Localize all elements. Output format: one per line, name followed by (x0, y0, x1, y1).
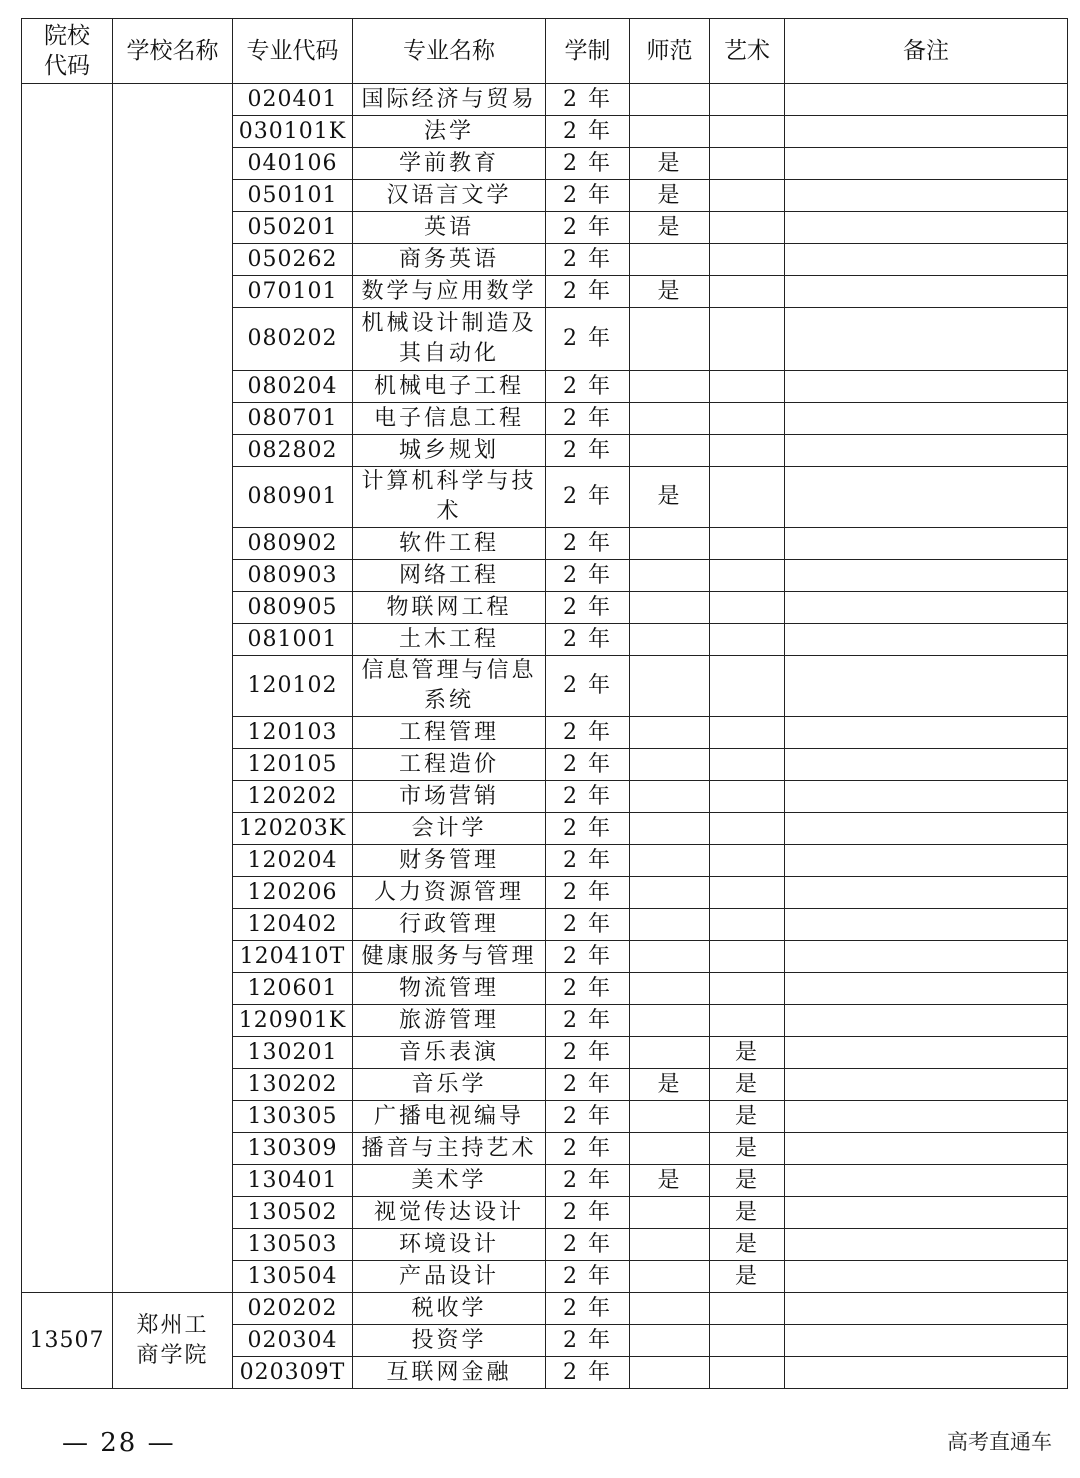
program-code-cell: 120402 (233, 909, 353, 941)
duration-cell: 2 年 (546, 624, 630, 656)
program-name-cell: 汉语言文学 (353, 180, 546, 212)
notes-cell (785, 212, 1068, 244)
header-program-code: 专业代码 (233, 19, 353, 84)
program-code-cell: 130309 (233, 1133, 353, 1165)
program-code-cell: 120901K (233, 1005, 353, 1037)
notes-cell (785, 1229, 1068, 1261)
program-code-cell: 020309T (233, 1357, 353, 1389)
normal-flag-cell: 是 (630, 180, 710, 212)
program-code-cell: 081001 (233, 624, 353, 656)
normal-flag-cell (630, 845, 710, 877)
duration-cell: 2 年 (546, 1165, 630, 1197)
normal-flag-cell: 是 (630, 212, 710, 244)
notes-cell (785, 845, 1068, 877)
art-flag-cell (710, 1005, 785, 1037)
program-name-cell: 音乐表演 (353, 1037, 546, 1069)
art-flag-cell (710, 435, 785, 467)
header-duration: 学制 (546, 19, 630, 84)
program-name-cell: 机械电子工程 (353, 371, 546, 403)
program-code-cell: 020304 (233, 1325, 353, 1357)
notes-cell (785, 276, 1068, 308)
normal-flag-cell (630, 1037, 710, 1069)
art-flag-cell (710, 717, 785, 749)
normal-flag-cell (630, 116, 710, 148)
program-name-cell: 软件工程 (353, 528, 546, 560)
art-flag-cell: 是 (710, 1037, 785, 1069)
duration-cell: 2 年 (546, 435, 630, 467)
notes-cell (785, 116, 1068, 148)
program-code-cell: 020202 (233, 1293, 353, 1325)
program-code-cell: 082802 (233, 435, 353, 467)
program-code-cell: 070101 (233, 276, 353, 308)
notes-cell (785, 973, 1068, 1005)
notes-cell (785, 1357, 1068, 1389)
program-name-cell: 物流管理 (353, 973, 546, 1005)
program-code-cell: 080701 (233, 403, 353, 435)
art-flag-cell: 是 (710, 1069, 785, 1101)
normal-flag-cell (630, 1325, 710, 1357)
program-name-cell: 计算机科学与技术 (353, 467, 546, 528)
program-name-cell: 音乐学 (353, 1069, 546, 1101)
program-name-cell: 学前教育 (353, 148, 546, 180)
school-name-cell (113, 84, 233, 1293)
program-code-cell: 120204 (233, 845, 353, 877)
notes-cell (785, 717, 1068, 749)
normal-flag-cell (630, 749, 710, 781)
header-normal: 师范 (630, 19, 710, 84)
normal-flag-cell (630, 592, 710, 624)
art-flag-cell (710, 308, 785, 371)
art-flag-cell: 是 (710, 1165, 785, 1197)
program-name-cell: 税收学 (353, 1293, 546, 1325)
program-name-cell: 网络工程 (353, 560, 546, 592)
normal-flag-cell (630, 528, 710, 560)
program-code-cell: 080204 (233, 371, 353, 403)
art-flag-cell (710, 116, 785, 148)
program-name-cell: 互联网金融 (353, 1357, 546, 1389)
program-name-cell: 投资学 (353, 1325, 546, 1357)
normal-flag-cell (630, 877, 710, 909)
program-code-cell: 080202 (233, 308, 353, 371)
art-flag-cell: 是 (710, 1229, 785, 1261)
art-flag-cell (710, 403, 785, 435)
notes-cell (785, 528, 1068, 560)
art-flag-cell (710, 467, 785, 528)
notes-cell (785, 877, 1068, 909)
notes-cell (785, 1293, 1068, 1325)
notes-cell (785, 403, 1068, 435)
program-code-cell: 130202 (233, 1069, 353, 1101)
notes-cell (785, 560, 1068, 592)
program-name-cell: 环境设计 (353, 1229, 546, 1261)
program-code-cell: 080902 (233, 528, 353, 560)
program-code-cell: 080905 (233, 592, 353, 624)
notes-cell (785, 84, 1068, 116)
normal-flag-cell: 是 (630, 276, 710, 308)
program-name-cell: 行政管理 (353, 909, 546, 941)
art-flag-cell (710, 212, 785, 244)
normal-flag-cell: 是 (630, 1069, 710, 1101)
art-flag-cell (710, 1325, 785, 1357)
normal-flag-cell (630, 244, 710, 276)
program-code-cell: 020401 (233, 84, 353, 116)
art-flag-cell: 是 (710, 1197, 785, 1229)
normal-flag-cell (630, 560, 710, 592)
program-code-cell: 120105 (233, 749, 353, 781)
program-name-cell: 城乡规划 (353, 435, 546, 467)
program-table (21, 18, 1068, 1389)
duration-cell: 2 年 (546, 1101, 630, 1133)
header-row (22, 19, 1068, 84)
program-name-cell: 信息管理与信息系统 (353, 656, 546, 717)
art-flag-cell (710, 592, 785, 624)
notes-cell (785, 1165, 1068, 1197)
program-name-cell: 工程管理 (353, 717, 546, 749)
normal-flag-cell: 是 (630, 1165, 710, 1197)
art-flag-cell (710, 624, 785, 656)
program-code-cell: 120601 (233, 973, 353, 1005)
program-code-cell: 080903 (233, 560, 353, 592)
duration-cell: 2 年 (546, 276, 630, 308)
program-name-cell: 财务管理 (353, 845, 546, 877)
duration-cell: 2 年 (546, 1133, 630, 1165)
duration-cell: 2 年 (546, 941, 630, 973)
art-flag-cell (710, 656, 785, 717)
duration-cell: 2 年 (546, 244, 630, 276)
normal-flag-cell (630, 1293, 710, 1325)
school-name-cell: 郑州工商学院 (113, 1293, 233, 1389)
duration-cell: 2 年 (546, 973, 630, 1005)
duration-cell: 2 年 (546, 656, 630, 717)
program-name-cell: 健康服务与管理 (353, 941, 546, 973)
program-name-cell: 产品设计 (353, 1261, 546, 1293)
notes-cell (785, 371, 1068, 403)
duration-cell: 2 年 (546, 592, 630, 624)
notes-cell (785, 656, 1068, 717)
program-code-cell: 040106 (233, 148, 353, 180)
notes-cell (785, 781, 1068, 813)
duration-cell: 2 年 (546, 781, 630, 813)
notes-cell (785, 1325, 1068, 1357)
duration-cell: 2 年 (546, 467, 630, 528)
page-number: — 28 — (62, 1428, 176, 1458)
normal-flag-cell (630, 1005, 710, 1037)
art-flag-cell (710, 371, 785, 403)
notes-cell (785, 1261, 1068, 1293)
normal-flag-cell (630, 717, 710, 749)
program-name-cell: 法学 (353, 116, 546, 148)
program-name-cell: 商务英语 (353, 244, 546, 276)
program-name-cell: 播音与主持艺术 (353, 1133, 546, 1165)
duration-cell: 2 年 (546, 1229, 630, 1261)
program-code-cell: 130503 (233, 1229, 353, 1261)
art-flag-cell (710, 148, 785, 180)
art-flag-cell (710, 84, 785, 116)
duration-cell: 2 年 (546, 560, 630, 592)
normal-flag-cell (630, 371, 710, 403)
normal-flag-cell: 是 (630, 467, 710, 528)
normal-flag-cell (630, 1101, 710, 1133)
duration-cell: 2 年 (546, 371, 630, 403)
institution-code-cell (22, 84, 113, 1293)
notes-cell (785, 909, 1068, 941)
program-code-cell: 130502 (233, 1197, 353, 1229)
table-row (22, 1293, 1068, 1325)
normal-flag-cell (630, 84, 710, 116)
header-art: 艺术 (710, 19, 785, 84)
notes-cell (785, 244, 1068, 276)
watermark: 高考直通车 (947, 1430, 1052, 1454)
program-code-cell: 120410T (233, 941, 353, 973)
duration-cell: 2 年 (546, 1005, 630, 1037)
program-code-cell: 130305 (233, 1101, 353, 1133)
program-code-cell: 030101K (233, 116, 353, 148)
notes-cell (785, 467, 1068, 528)
program-code-cell: 130504 (233, 1261, 353, 1293)
header-school-name: 学校名称 (113, 19, 233, 84)
art-flag-cell (710, 528, 785, 560)
duration-cell: 2 年 (546, 909, 630, 941)
normal-flag-cell (630, 656, 710, 717)
duration-cell: 2 年 (546, 528, 630, 560)
program-name-cell: 旅游管理 (353, 1005, 546, 1037)
duration-cell: 2 年 (546, 212, 630, 244)
notes-cell (785, 1133, 1068, 1165)
notes-cell (785, 749, 1068, 781)
program-name-cell: 物联网工程 (353, 592, 546, 624)
duration-cell: 2 年 (546, 403, 630, 435)
normal-flag-cell (630, 973, 710, 1005)
duration-cell: 2 年 (546, 845, 630, 877)
normal-flag-cell (630, 403, 710, 435)
normal-flag-cell (630, 781, 710, 813)
art-flag-cell: 是 (710, 1101, 785, 1133)
normal-flag-cell: 是 (630, 148, 710, 180)
duration-cell: 2 年 (546, 877, 630, 909)
program-name-cell: 国际经济与贸易 (353, 84, 546, 116)
normal-flag-cell (630, 1133, 710, 1165)
program-name-cell: 广播电视编导 (353, 1101, 546, 1133)
art-flag-cell (710, 781, 785, 813)
normal-flag-cell (630, 1261, 710, 1293)
program-code-cell: 050201 (233, 212, 353, 244)
notes-cell (785, 180, 1068, 212)
duration-cell: 2 年 (546, 148, 630, 180)
duration-cell: 2 年 (546, 1293, 630, 1325)
notes-cell (785, 435, 1068, 467)
duration-cell: 2 年 (546, 1037, 630, 1069)
program-code-cell: 120203K (233, 813, 353, 845)
art-flag-cell (710, 244, 785, 276)
normal-flag-cell (630, 308, 710, 371)
art-flag-cell (710, 560, 785, 592)
normal-flag-cell (630, 1229, 710, 1261)
notes-cell (785, 813, 1068, 845)
duration-cell: 2 年 (546, 717, 630, 749)
art-flag-cell (710, 973, 785, 1005)
art-flag-cell (710, 941, 785, 973)
duration-cell: 2 年 (546, 116, 630, 148)
duration-cell: 2 年 (546, 1325, 630, 1357)
program-name-cell: 视觉传达设计 (353, 1197, 546, 1229)
duration-cell: 2 年 (546, 813, 630, 845)
program-code-cell: 130401 (233, 1165, 353, 1197)
duration-cell: 2 年 (546, 749, 630, 781)
header-notes: 备注 (785, 19, 1068, 84)
table-row (22, 84, 1068, 116)
art-flag-cell (710, 180, 785, 212)
notes-cell (785, 148, 1068, 180)
program-name-cell: 市场营销 (353, 781, 546, 813)
normal-flag-cell (630, 1357, 710, 1389)
duration-cell: 2 年 (546, 1261, 630, 1293)
header-institution-code: 院校 代码 (22, 19, 113, 84)
notes-cell (785, 1101, 1068, 1133)
notes-cell (785, 624, 1068, 656)
program-code-cell: 050101 (233, 180, 353, 212)
art-flag-cell (710, 276, 785, 308)
art-flag-cell (710, 909, 785, 941)
notes-cell (785, 1197, 1068, 1229)
notes-cell (785, 941, 1068, 973)
program-name-cell: 英语 (353, 212, 546, 244)
art-flag-cell (710, 749, 785, 781)
art-flag-cell (710, 813, 785, 845)
program-name-cell: 电子信息工程 (353, 403, 546, 435)
program-name-cell: 人力资源管理 (353, 877, 546, 909)
notes-cell (785, 1005, 1068, 1037)
normal-flag-cell (630, 1197, 710, 1229)
notes-cell (785, 1037, 1068, 1069)
program-code-cell: 120103 (233, 717, 353, 749)
duration-cell: 2 年 (546, 84, 630, 116)
art-flag-cell: 是 (710, 1133, 785, 1165)
program-code-cell: 080901 (233, 467, 353, 528)
duration-cell: 2 年 (546, 308, 630, 371)
normal-flag-cell (630, 435, 710, 467)
program-code-cell: 120202 (233, 781, 353, 813)
art-flag-cell (710, 845, 785, 877)
normal-flag-cell (630, 813, 710, 845)
art-flag-cell: 是 (710, 1261, 785, 1293)
program-code-cell: 130201 (233, 1037, 353, 1069)
institution-code-cell: 13507 (22, 1293, 113, 1389)
program-name-cell: 美术学 (353, 1165, 546, 1197)
art-flag-cell (710, 877, 785, 909)
notes-cell (785, 308, 1068, 371)
notes-cell (785, 592, 1068, 624)
program-name-cell: 土木工程 (353, 624, 546, 656)
header-program-name: 专业名称 (353, 19, 546, 84)
program-name-cell: 数学与应用数学 (353, 276, 546, 308)
art-flag-cell (710, 1357, 785, 1389)
art-flag-cell (710, 1293, 785, 1325)
duration-cell: 2 年 (546, 1197, 630, 1229)
normal-flag-cell (630, 941, 710, 973)
duration-cell: 2 年 (546, 1357, 630, 1389)
normal-flag-cell (630, 909, 710, 941)
program-code-cell: 120206 (233, 877, 353, 909)
notes-cell (785, 1069, 1068, 1101)
program-name-cell: 工程造价 (353, 749, 546, 781)
duration-cell: 2 年 (546, 180, 630, 212)
program-code-cell: 120102 (233, 656, 353, 717)
program-name-cell: 机械设计制造及其自动化 (353, 308, 546, 371)
duration-cell: 2 年 (546, 1069, 630, 1101)
program-code-cell: 050262 (233, 244, 353, 276)
program-name-cell: 会计学 (353, 813, 546, 845)
normal-flag-cell (630, 624, 710, 656)
